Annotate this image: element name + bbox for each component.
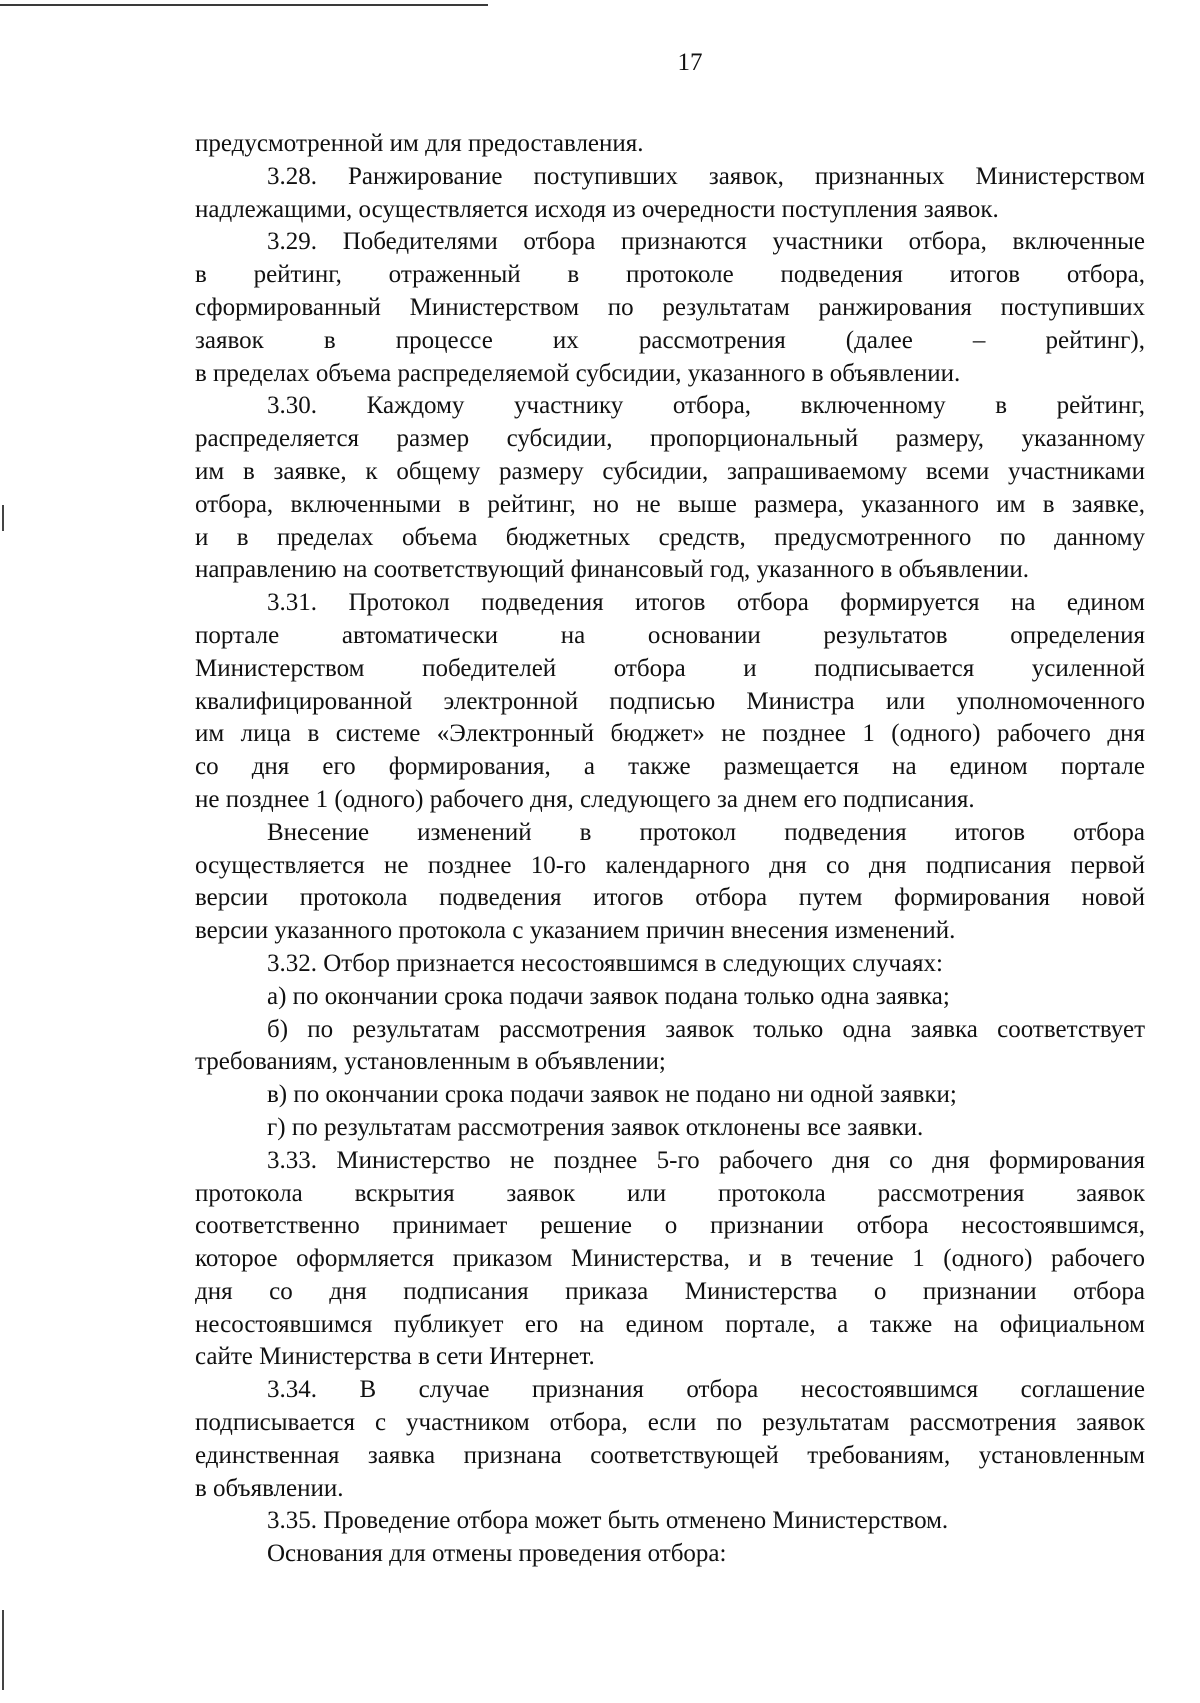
paragraph [195, 1112, 1145, 1145]
text-line: в пределах объема распределяемой субсидии, указанного в объявлении. [195, 359, 961, 387]
text-line: 3.30. Каждому участнику отбора, включенному в рейтинг, [267, 392, 1145, 420]
text-line: которое оформляется приказом Министерства, и в течение 1 (одного) рабочего [195, 1245, 1145, 1273]
paragraph [195, 587, 1145, 817]
text-line: а) по окончании срока подачи заявок подана только одна заявка; [267, 982, 950, 1010]
text-line: дня со дня подписания приказа Министерства о признании отбора [195, 1277, 1145, 1305]
text-line: сформированный Министерством по результатам ранжирования поступивших [195, 293, 1145, 321]
text-line: им лица в системе «Электронный бюджет» не позднее 1 (одного) рабочего дня [195, 720, 1145, 748]
paragraph [195, 981, 1145, 1014]
text-line: протокола вскрытия заявок или протокола рассмотрения заявок [195, 1179, 1145, 1207]
paragraph [195, 1374, 1145, 1505]
text-line: несостоявшимся публикует его на едином портале, а также на официальном [195, 1310, 1145, 1338]
text-line: 3.35. Проведение отбора может быть отменено Министерством. [267, 1507, 949, 1535]
text-line: соответственно принимает решение о признании отбора несостоявшимся, [195, 1212, 1145, 1240]
scan-margin-mark [2, 505, 4, 531]
text-line: 3.31. Протокол подведения итогов отбора формируется на едином [267, 589, 1145, 617]
text-line: направлению на соответствующий финансовый год, указанного в объявлении. [195, 556, 1030, 584]
text-line: распределяется размер субсидии, пропорциональный размеру, указанному [195, 425, 1145, 453]
text-line: 3.29. Победителями отбора признаются участники отбора, включенные [267, 228, 1145, 256]
paragraph [195, 390, 1145, 587]
text-line: подписывается с участником отбора, если по результатам рассмотрения заявок [195, 1409, 1145, 1437]
paragraph [195, 948, 1145, 981]
text-line: версии протокола подведения итогов отбора путем формирования новой [195, 884, 1145, 912]
text-line: надлежащими, осуществляется исходя из очередности поступления заявок. [195, 195, 999, 223]
paragraph [195, 1538, 1145, 1571]
scan-margin-mark [2, 1610, 4, 1690]
text-line: требованиям, установленным в объявлении; [195, 1048, 666, 1076]
text-line: в рейтинг, отраженный в протоколе подведения итогов отбора, [195, 261, 1145, 289]
paragraph [195, 817, 1145, 948]
text-line: единственная заявка признана соответствующей требованиям, установленным [195, 1441, 1145, 1469]
paragraph [195, 1505, 1145, 1538]
paragraph [195, 1014, 1145, 1080]
text-line: осуществляется не позднее 10-го календарного дня со дня подписания первой [195, 851, 1145, 879]
text-line: Основания для отмены проведения отбора: [267, 1540, 727, 1568]
text-line: не позднее 1 (одного) рабочего дня, следующего за днем его подписания. [195, 785, 975, 813]
text-line: 3.34. В случае признания отбора несостоявшимся соглашение [267, 1376, 1145, 1404]
text-line: Внесение изменений в протокол подведения итогов отбора [267, 818, 1145, 846]
text-line: со дня его формирования, а также размещается на едином портале [195, 753, 1145, 781]
paragraph [195, 128, 1145, 161]
text-line: предусмотренной им для предоставления. [195, 130, 644, 157]
paragraph [195, 1145, 1145, 1375]
text-line: в) по окончании срока подачи заявок не подано ни одной заявки; [267, 1081, 957, 1109]
text-line: 3.33. Министерство не позднее 5-го рабочего дня со дня формирования [267, 1146, 1145, 1174]
text-line: и в пределах объема бюджетных средств, предусмотренного по данному [195, 523, 1145, 551]
text-line: портале автоматически на основании результатов определения [195, 621, 1145, 649]
paragraph [195, 226, 1145, 390]
paragraph [195, 1079, 1145, 1112]
text-line: им в заявке, к общему размеру субсидии, запрашиваемому всеми участниками [195, 457, 1145, 485]
text-line: сайте Министерства в сети Интернет. [195, 1343, 595, 1371]
text-line: отбора, включенными в рейтинг, но не выше размера, указанного им в заявке, [195, 490, 1145, 518]
paragraph [195, 161, 1145, 227]
text-line: б) по результатам рассмотрения заявок только одна заявка соответствует [267, 1015, 1145, 1043]
scan-edge-line [0, 4, 488, 6]
text-line: заявок в процессе их рассмотрения (далее – рейтинг), [195, 326, 1145, 354]
document-page [195, 46, 1145, 1571]
text-line: в объявлении. [195, 1474, 344, 1502]
document-body [195, 128, 1145, 1571]
text-line: 3.32. Отбор признается несостоявшимся в следующих случаях: [267, 949, 943, 977]
text-line: Министерством победителей отбора и подписывается усиленной [195, 654, 1145, 682]
text-line: квалифицированной электронной подписью Министра или уполномоченного [195, 687, 1145, 715]
text-line: 3.28. Ранжирование поступивших заявок, признанных Министерством [267, 162, 1145, 190]
page-number: 17 [677, 49, 703, 76]
text-line: версии указанного протокола с указанием причин внесения изменений. [195, 917, 956, 945]
text-line: г) по результатам рассмотрения заявок отклонены все заявки. [267, 1113, 924, 1141]
